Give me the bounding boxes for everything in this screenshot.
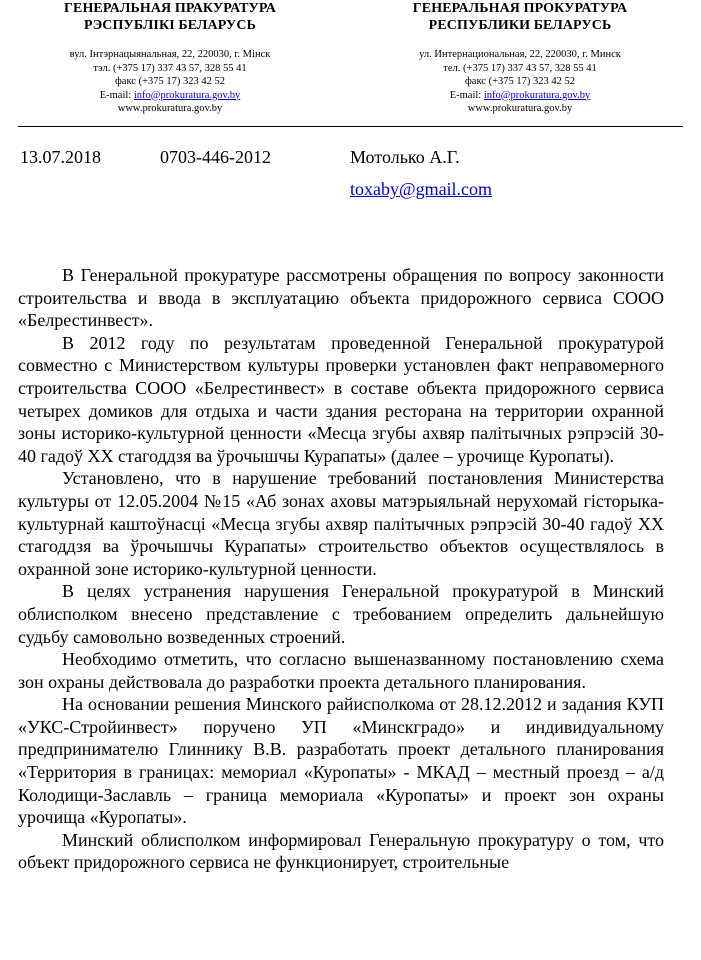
fax-be: факс (+375 17) 323 42 52	[114, 76, 225, 87]
addressee-email-link[interactable]: toxaby@gmail.com	[350, 179, 493, 199]
addressee-name: Мотолько А.Г.	[350, 147, 460, 167]
contact-block-ru	[355, 48, 685, 116]
org-name-be-line2: РЭСПУБЛІКІ БЕЛАРУСЬ	[84, 18, 256, 33]
org-name-ru-line2: РЕСПУБЛИКИ БЕЛАРУСЬ	[428, 18, 612, 33]
body-paragraph: В 2012 году по результатам проведенной Генеральной прокуратурой совместно с Министерством культуры проверки установлен факт неправомерного строительства СООО «Белрестинвест» в составе объекта придорожного сервиса четырех домиков для отдыха и части здания ресторана на территории охранной зоны историко-культурной ценности «Месца згубы ахвяр палітычных рэпрэсій 30-40 гадоў XX стагоддзя ва ўрочышчы Курапаты» (далее – урочище Куропаты).	[18, 332, 664, 466]
letter-body	[18, 264, 664, 874]
phone-ru: тел. (+375 17) 337 43 57, 328 55 41	[443, 62, 597, 74]
phone-be: тэл. (+375 17) 337 43 57, 328 55 41	[93, 62, 247, 74]
website-ru: www.prokuratura.gov.by	[467, 103, 573, 114]
header-belarusian	[5, 0, 335, 116]
email-label-ru: E-mail:	[449, 89, 482, 101]
letter-number: 0703-446-2012	[160, 147, 271, 167]
letter-date: 13.07.2018	[20, 147, 101, 167]
website-be: www.prokuratura.gov.by	[117, 103, 223, 114]
org-name-be-line1: ГЕНЕРАЛЬНАЯ ПРАКУРАТУРА	[64, 1, 276, 16]
email-line-be	[5, 89, 335, 103]
address-be: вул. Інтэрнацыянальная, 22, 220030, г. Мінск	[69, 49, 271, 60]
body-paragraph: Минский облисполком информировал Генеральную прокуратуру о том, что объект придорожного сервиса не функционирует, строительные	[18, 829, 664, 873]
header-russian	[355, 0, 685, 116]
email-link-be[interactable]: info@prokuratura.gov.by	[133, 89, 241, 101]
contact-block-be	[5, 48, 335, 116]
body-paragraph: На основании решения Минского райисполкома от 28.12.2012 и задания КУП «УКС-Стройинвест» поручено УП «Минскградо» и индивидуальному предпринимателю Глиннику В.В. разработать проект детального планирования «Территория в границах: мемориал «Куропаты» - МКАД – местный проезд – а/д Колодищи-Заславль – граница мемориала «Куропаты» и проект зон охраны урочища «Куропаты».	[18, 694, 664, 828]
address-ru: ул. Интернациональная, 22, 220030, г. Минск	[419, 49, 621, 60]
email-label-be: E-mail:	[99, 89, 132, 101]
email-line-ru	[355, 89, 685, 103]
body-paragraph: Установлено, что в нарушение требований постановления Министерства культуры от 12.05.2004 №15 «Аб зонах аховы матэрыяльнай нерухомай гісторыка-культурнай каштоўнасці «Месца згубы ахвяр палітычных рэпрэсій 30-40 гадоў XX стагоддзя ва ўрочышчы Курапаты» строительство объектов осуществлялось в охранной зоне историко-культурной ценности.	[18, 468, 664, 579]
body-paragraph: В целях устранения нарушения Генеральной прокуратурой в Минский облисполком внесено представление с требованием определить дальнейшую судьбу самовольно возведенных строений.	[18, 581, 664, 647]
fax-ru: факс (+375 17) 323 42 52	[464, 76, 575, 87]
body-paragraph: Необходимо отметить, что согласно вышеназванному постановлению схема зон охраны действовала до разработки проекта детального планирования.	[18, 649, 664, 692]
email-link-ru[interactable]: info@prokuratura.gov.by	[483, 89, 591, 101]
header-divider	[18, 126, 683, 127]
body-paragraph: В Генеральной прокуратуре рассмотрены обращения по вопросу законности строительства и ввода в эксплуатацию объекта придорожного сервиса СООО «Белрестинвест».	[18, 265, 664, 331]
org-name-ru-line1: ГЕНЕРАЛЬНАЯ ПРОКУРАТУРА	[412, 1, 628, 16]
